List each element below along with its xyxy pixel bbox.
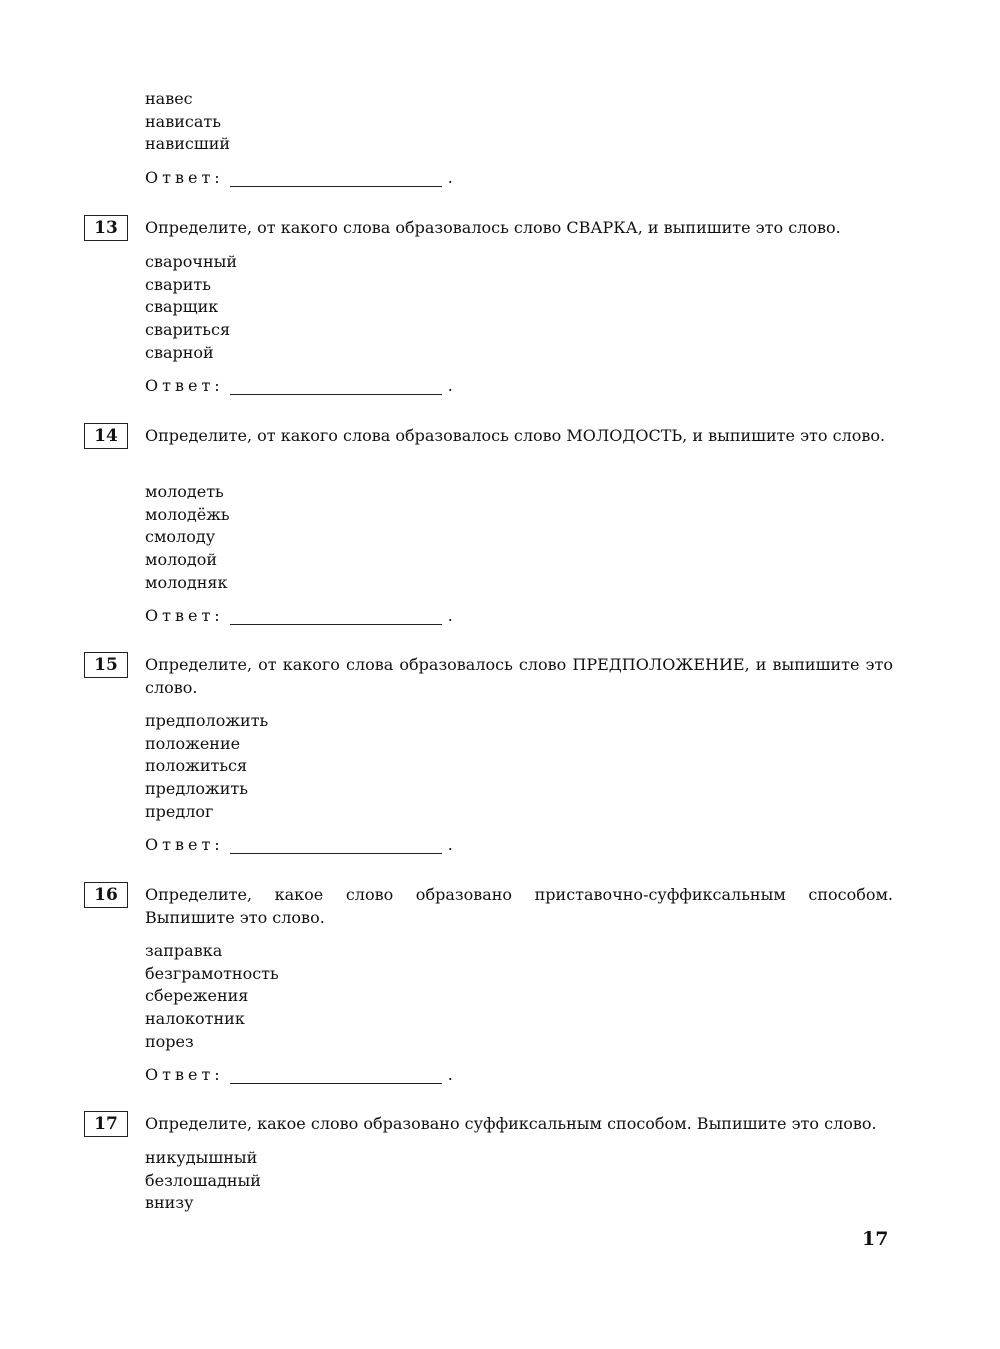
question-text: Определите, какое слово образовано приставочно-суффиксальным способом. Выпишите это слово. — [145, 885, 893, 927]
answer-label: Ответ: — [145, 168, 224, 187]
list-item: молодняк — [145, 572, 228, 592]
page-number: 17 — [862, 1228, 889, 1250]
answer-row: Ответ: . — [145, 606, 453, 625]
answer-blank[interactable] — [230, 378, 442, 395]
list-item: предлог — [145, 801, 214, 821]
answer-blank[interactable] — [230, 837, 442, 854]
question-text: Определите, от какого слова образовалось слово МОЛОДОСТЬ, и выпишите это слово. — [145, 426, 886, 445]
list-item: сбережения — [145, 986, 249, 1006]
list-item: молодой — [145, 550, 218, 570]
list-item: предложить — [145, 779, 248, 799]
list-item: безлошадный — [145, 1170, 261, 1190]
answer-label: Ответ: — [145, 376, 224, 395]
word-list — [145, 940, 279, 1054]
list-item: налокотник — [145, 1009, 245, 1029]
list-item: молодеть — [145, 482, 224, 501]
list-item: навес — [145, 89, 193, 108]
list-item: сварной — [145, 342, 214, 362]
question-text: Определите, от какого слова образовалось слово СВАРКА, и выпишите это слово. — [145, 218, 841, 237]
list-item: сварить — [145, 274, 211, 294]
answer-label: Ответ: — [145, 835, 224, 854]
list-item: сварочный — [145, 252, 238, 271]
answer-blank[interactable] — [230, 170, 442, 187]
answer-row: Ответ: . — [145, 835, 453, 854]
question-number: 16 — [84, 882, 128, 908]
list-item: никудышный — [145, 1148, 258, 1167]
word-list — [145, 481, 230, 595]
list-item: нависать — [145, 111, 221, 131]
list-item: безграмотность — [145, 963, 279, 983]
answer-row: Ответ: . — [145, 376, 453, 395]
list-item: заправка — [145, 941, 223, 960]
word-list — [145, 88, 230, 156]
question-number: 15 — [84, 652, 128, 678]
list-item: смолоду — [145, 527, 216, 547]
answer-label: Ответ: — [145, 606, 224, 625]
list-item: положение — [145, 733, 241, 753]
word-list — [145, 251, 237, 365]
list-item: сварщик — [145, 297, 219, 317]
word-list — [145, 710, 268, 824]
answer-row: Ответ: . — [145, 1065, 453, 1084]
list-item: порез — [145, 1031, 194, 1051]
list-item: молодёжь — [145, 504, 230, 524]
answer-row: Ответ: . — [145, 168, 453, 187]
list-item: нависший — [145, 134, 231, 154]
question-number: 17 — [84, 1111, 128, 1137]
question-number: 14 — [84, 423, 128, 449]
list-item: свариться — [145, 320, 231, 340]
answer-label: Ответ: — [145, 1065, 224, 1084]
question-text: Определите, от какого слова образовалось слово ПРЕДПОЛОЖЕНИЕ, и выпишите это слово. — [145, 655, 893, 697]
list-item: внизу — [145, 1193, 194, 1213]
question-number: 13 — [84, 215, 128, 241]
question-text: Определите, какое слово образовано суффиксальным способом. Выпишите это слово. — [145, 1114, 877, 1133]
answer-blank[interactable] — [230, 1067, 442, 1084]
word-list — [145, 1147, 261, 1215]
list-item: положиться — [145, 756, 248, 776]
list-item: предположить — [145, 711, 269, 730]
answer-blank[interactable] — [230, 608, 442, 625]
